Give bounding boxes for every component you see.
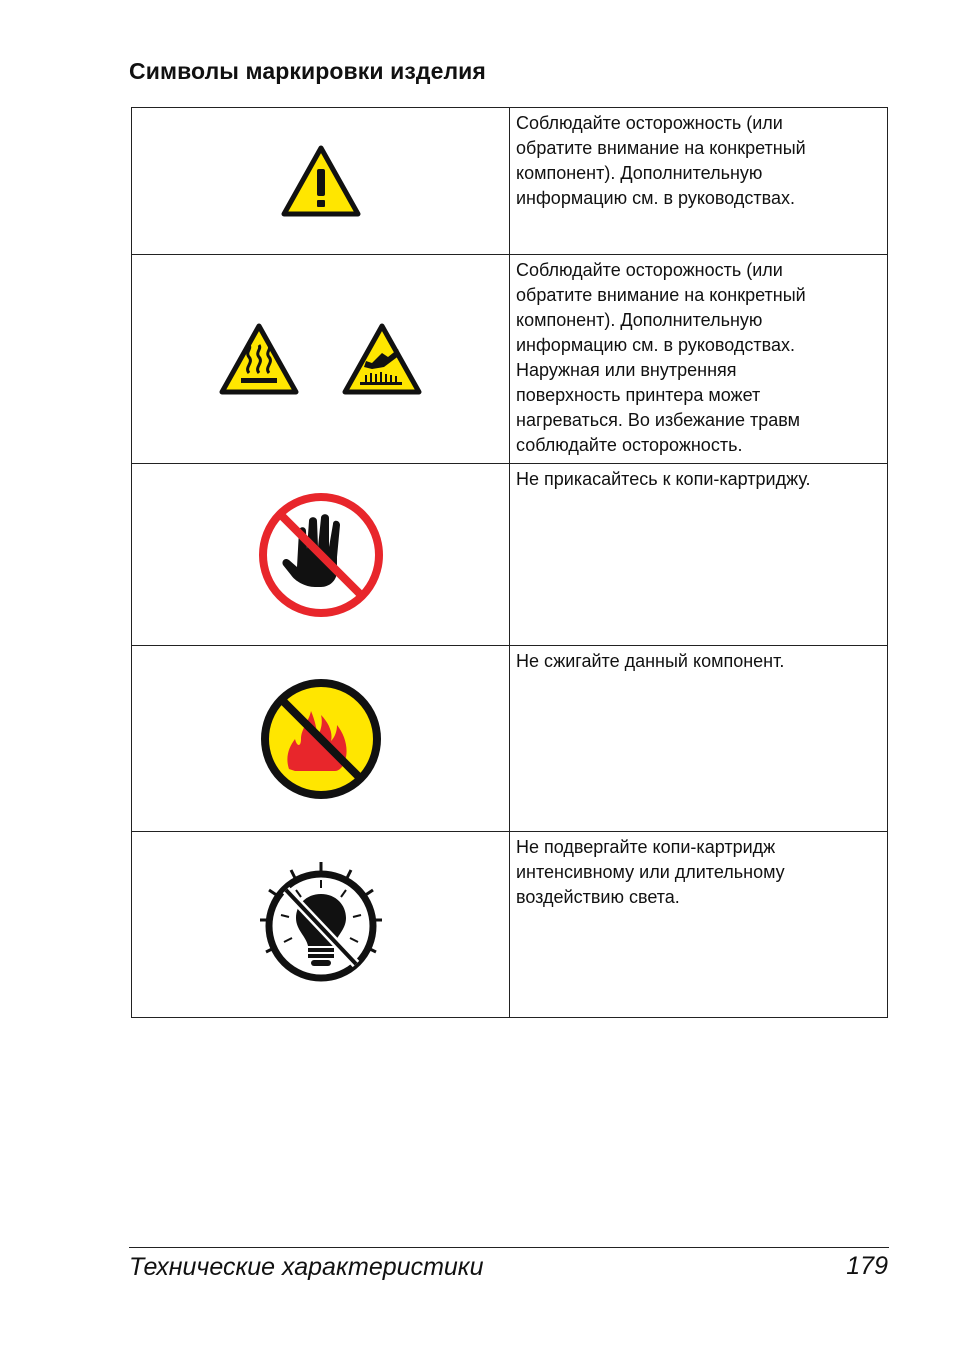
symbol-cell [132, 108, 510, 255]
symbol-cell [132, 255, 510, 464]
burn-hazard-hand-icon [342, 323, 422, 395]
table-row [132, 832, 888, 1018]
hot-surface-icon [219, 323, 299, 395]
description-text: Соблюдайте осторожность (или обратите внимание на конкретный компонент). Дополнительную информацию см. в руководствах. [516, 113, 806, 208]
description-text: Не сжигайте данный компонент. [516, 651, 785, 671]
description-cell [510, 832, 888, 1018]
description-cell [510, 464, 888, 646]
page-heading: Символы маркировки изделия [129, 58, 486, 84]
symbol-cell [132, 832, 510, 1018]
footer-section-title: Технические характеристики [129, 1253, 484, 1281]
description-text: Соблюдайте осторожность (или обратите внимание на конкретный компонент). Дополнительную информацию см. в руководствах. Наружная или внутренняя поверхность принтера может нагреваться. Во избежание травм соблюдайте осторожность. [516, 260, 806, 455]
no-fire-icon [259, 677, 383, 801]
table-row [132, 108, 888, 255]
description-cell [510, 255, 888, 464]
symbol-cell [132, 646, 510, 832]
product-symbols-table [131, 107, 888, 1018]
no-touch-hand-icon [257, 491, 385, 619]
table-row [132, 255, 888, 464]
table-row [132, 646, 888, 832]
caution-triangle-icon [281, 145, 361, 217]
symbol-cell [132, 464, 510, 646]
description-cell [510, 108, 888, 255]
footer-divider [129, 1247, 889, 1248]
table-row [132, 464, 888, 646]
no-light-exposure-icon [256, 860, 386, 990]
description-text: Не прикасайтесь к копи-картриджу. [516, 469, 811, 489]
description-cell [510, 646, 888, 832]
description-text: Не подвергайте копи-картридж интенсивному или длительному воздействию света. [516, 837, 785, 907]
page-number: 179 [846, 1252, 888, 1280]
